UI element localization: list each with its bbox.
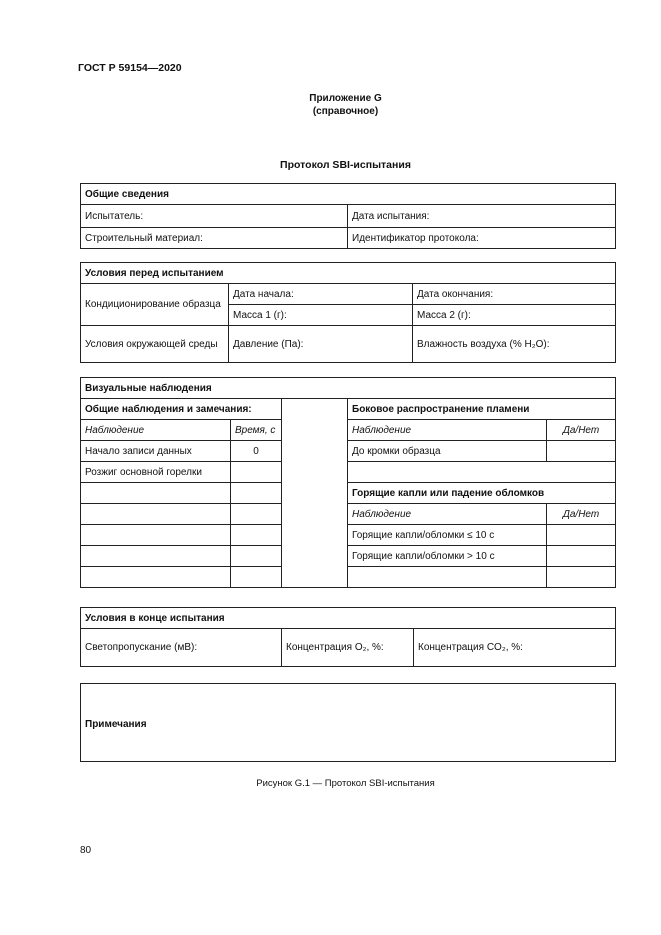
material-field[interactable]: Строительный материал: — [81, 228, 348, 249]
time-cell[interactable] — [231, 462, 282, 483]
appendix-subtitle: (справочное) — [312, 106, 379, 117]
end-conditions-heading: Условия в конце испытания — [81, 608, 616, 629]
o2-field[interactable]: Концентрация O₂, %: — [282, 629, 414, 667]
mass2-field[interactable]: Масса 2 (г): — [413, 305, 616, 326]
droplets-col-yesno-header: Да/Нет — [547, 504, 616, 525]
general-observations-heading: Общие наблюдения и замечания: — [81, 399, 282, 420]
observation-cell: Розжиг основной горелки — [81, 462, 231, 483]
observation-cell[interactable] — [81, 546, 231, 567]
lateral-yesno-cell[interactable] — [547, 441, 616, 462]
visual-heading: Визуальные наблюдения — [81, 378, 616, 399]
col-observation-header: Наблюдение — [81, 420, 231, 441]
lateral-observation-cell: До кромки образца — [348, 441, 547, 462]
observation-cell[interactable] — [81, 483, 231, 504]
ambient-label: Условия окружающей среды — [81, 326, 229, 363]
notes-table — [80, 683, 616, 762]
time-cell[interactable] — [231, 525, 282, 546]
pressure-field[interactable]: Давление (Па): — [229, 326, 413, 363]
notes-box[interactable] — [81, 684, 616, 762]
notes-heading: Примечания — [85, 718, 147, 730]
document-id: ГОСТ Р 59154—2020 — [78, 62, 182, 74]
protocol-title: Протокол SBI-испытания — [280, 159, 411, 171]
observation-cell[interactable] — [81, 504, 231, 525]
conditioning-label: Кондиционирование образца — [81, 284, 229, 326]
droplets-yesno-cell[interactable] — [547, 567, 616, 588]
blank-cell — [547, 462, 616, 483]
appendix-heading — [0, 92, 661, 118]
lateral-col-observation-header: Наблюдение — [348, 420, 547, 441]
appendix-title: Приложение G — [309, 93, 382, 104]
observation-cell[interactable] — [81, 567, 231, 588]
blank-cell — [348, 462, 547, 483]
col-time-header: Время, с — [231, 420, 282, 441]
observation-cell[interactable] — [81, 525, 231, 546]
droplets-observation-cell: Горящие капли/обломки ≤ 10 с — [348, 525, 547, 546]
start-date-field[interactable]: Дата начала: — [229, 284, 413, 305]
droplets-heading: Горящие капли или падение обломков — [348, 483, 616, 504]
time-cell[interactable]: 0 — [231, 441, 282, 462]
droplets-yesno-cell[interactable] — [547, 525, 616, 546]
lateral-col-yesno-header: Да/Нет — [547, 420, 616, 441]
pre-conditions-table — [80, 262, 616, 363]
general-info-table — [80, 183, 616, 249]
observation-cell: Начало записи данных — [81, 441, 231, 462]
humidity-field[interactable]: Влажность воздуха (% H₂O): — [413, 326, 616, 363]
tester-field[interactable]: Испытатель: — [81, 205, 348, 228]
end-date-field[interactable]: Дата окончания: — [413, 284, 616, 305]
droplets-observation-cell: Горящие капли/обломки > 10 с — [348, 546, 547, 567]
pre-conditions-heading: Условия перед испытанием — [81, 263, 616, 284]
figure-caption: Рисунок G.1 — Протокол SBI-испытания — [256, 778, 435, 789]
mass1-field[interactable]: Масса 1 (г): — [229, 305, 413, 326]
lateral-spread-heading: Боковое распространение пламени — [348, 399, 616, 420]
time-cell[interactable] — [231, 504, 282, 525]
droplets-col-observation-header: Наблюдение — [348, 504, 547, 525]
test-date-field[interactable]: Дата испытания: — [348, 205, 616, 228]
droplets-observation-cell[interactable] — [348, 567, 547, 588]
droplets-yesno-cell[interactable] — [547, 546, 616, 567]
transmission-field[interactable]: Светопропускание (мВ): — [81, 629, 282, 667]
visual-observations-table — [80, 377, 616, 588]
page-number: 80 — [80, 845, 92, 856]
end-conditions-table — [80, 607, 616, 667]
protocol-id-field[interactable]: Идентификатор протокола: — [348, 228, 616, 249]
time-cell[interactable] — [231, 546, 282, 567]
co2-field[interactable]: Концентрация CO₂, %: — [414, 629, 616, 667]
time-cell[interactable] — [231, 567, 282, 588]
general-info-heading: Общие сведения — [81, 184, 616, 205]
spacer-column — [282, 399, 348, 588]
time-cell[interactable] — [231, 483, 282, 504]
